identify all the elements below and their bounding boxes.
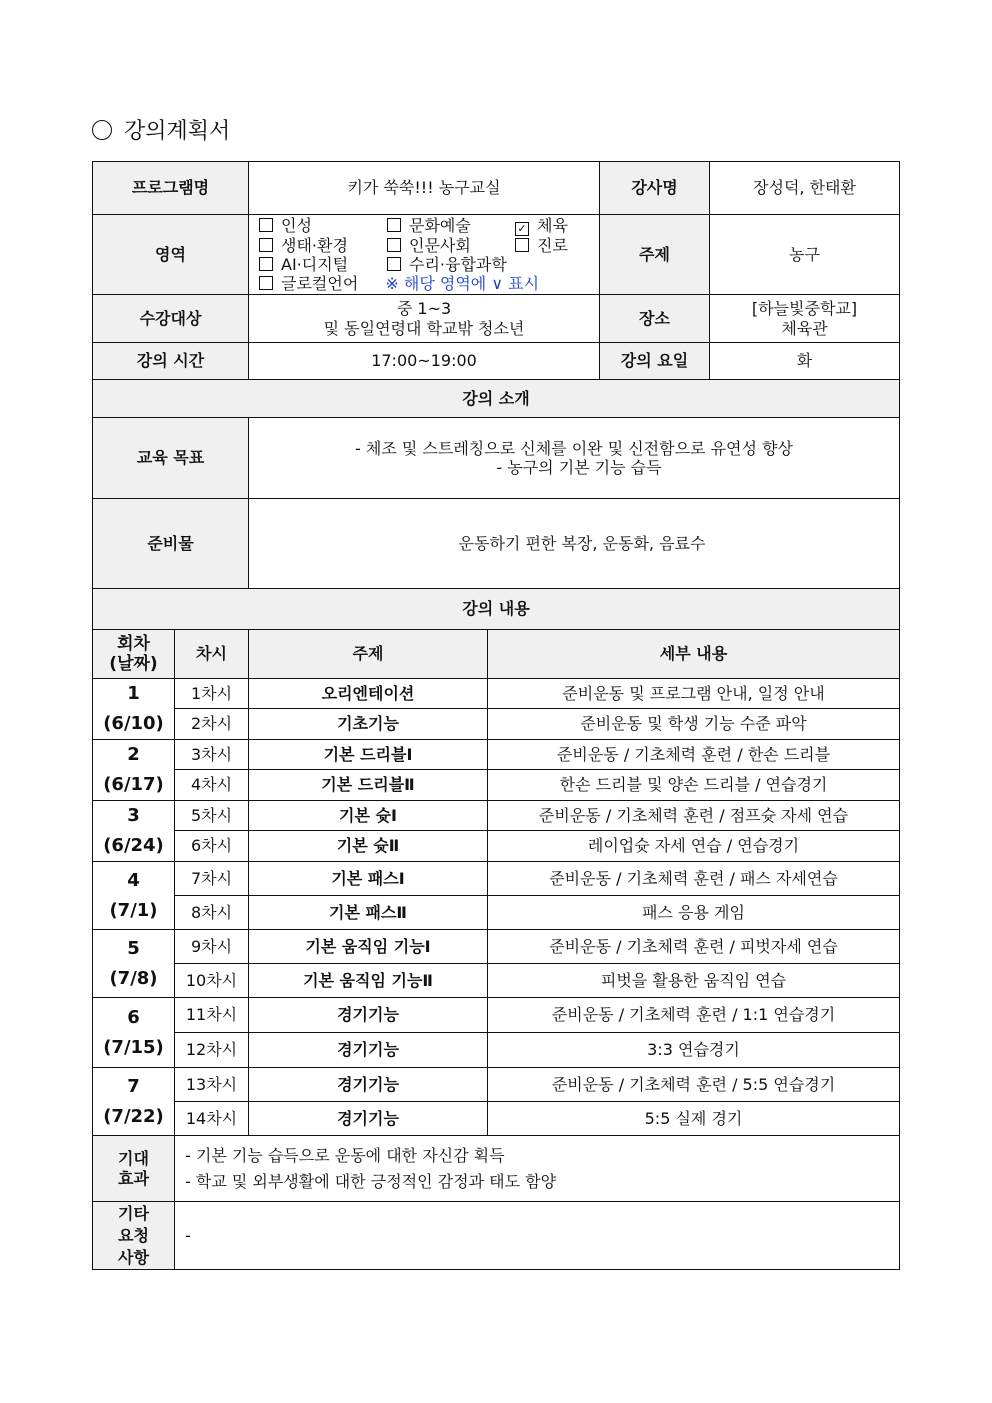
area-label: 인성 <box>281 216 312 235</box>
table-row <box>93 930 900 964</box>
session-number: 6 <box>127 1006 140 1028</box>
area-label: 수리·융합과학 <box>409 255 507 274</box>
session-number: 4 <box>127 869 140 891</box>
detail-cell: 준비운동 및 학생 기능 수준 파악 <box>488 709 900 740</box>
topic-cell: 기본 패스Ⅱ <box>249 896 488 930</box>
topic-cell: 기본 슛Ⅱ <box>249 831 488 862</box>
checkbox-icon[interactable] <box>515 238 529 252</box>
area-option <box>387 255 515 274</box>
label-request: 기타 요청 사항 <box>93 1202 175 1270</box>
area-option <box>515 216 625 236</box>
area-option <box>259 216 387 236</box>
detail-cell: 3:3 연습경기 <box>488 1033 900 1068</box>
intro-section-header: 강의 소개 <box>93 380 900 418</box>
table-row <box>93 709 900 740</box>
sessions-body <box>93 679 900 1136</box>
period-cell: 14차시 <box>175 1102 249 1136</box>
label-goal: 교육 목표 <box>93 418 249 499</box>
area-label: 체육 <box>537 216 568 235</box>
detail-cell: 준비운동 / 기초체력 훈련 / 점프슛 자세 연습 <box>488 801 900 831</box>
detail-cell: 준비운동 / 기초체력 훈련 / 1:1 연습경기 <box>488 998 900 1033</box>
topic-cell: 기본 움직임 기능Ⅰ <box>249 930 488 964</box>
topic-cell: 기본 드리블Ⅰ <box>249 740 488 770</box>
area-label: 인문사회 <box>409 236 471 255</box>
detail-cell: 준비운동 및 프로그램 안내, 일정 안내 <box>488 679 900 709</box>
area-label: 생태·환경 <box>281 236 348 255</box>
checkbox-icon[interactable] <box>259 218 273 232</box>
period-cell: 8차시 <box>175 896 249 930</box>
topic-cell: 기본 드리블Ⅱ <box>249 770 488 801</box>
checkbox-icon[interactable] <box>387 257 401 271</box>
col-header-session: 회차 (날짜) <box>93 630 175 679</box>
col-header-detail: 세부 내용 <box>488 630 900 679</box>
session-number: 7 <box>127 1075 140 1097</box>
detail-cell: 준비운동 / 기초체력 훈련 / 피벗자세 연습 <box>488 930 900 964</box>
area-label: 문화예술 <box>409 216 471 235</box>
lecture-plan-table <box>92 161 900 1270</box>
effects-cell <box>175 1136 900 1202</box>
session-number-cell <box>93 801 175 862</box>
area-option <box>259 255 387 274</box>
session-number-cell <box>93 679 175 740</box>
session-date: (7/1) <box>109 899 158 921</box>
instructor-names: 장성덕, 한태환 <box>710 162 900 215</box>
topic-cell: 기본 슛Ⅰ <box>249 801 488 831</box>
topic-cell: 경기기능 <box>249 1102 488 1136</box>
topic-cell: 기본 움직임 기능Ⅱ <box>249 964 488 998</box>
topic-cell: 경기기능 <box>249 1033 488 1068</box>
topic-cell: 기본 패스Ⅰ <box>249 862 488 896</box>
session-number-cell <box>93 740 175 801</box>
detail-cell: 준비운동 / 기초체력 훈련 / 패스 자세연습 <box>488 862 900 896</box>
materials-value: 운동하기 편한 복장, 운동화, 음료수 <box>249 499 900 589</box>
session-date: (7/22) <box>103 1105 164 1127</box>
period-cell: 2차시 <box>175 709 249 740</box>
place-line-2: 체육관 <box>781 318 828 338</box>
topic-cell: 경기기능 <box>249 998 488 1033</box>
table-row <box>93 740 900 770</box>
target-cell <box>249 295 600 343</box>
detail-cell: 준비운동 / 기초체력 훈련 / 한손 드리블 <box>488 740 900 770</box>
topic-cell: 오리엔테이션 <box>249 679 488 709</box>
label-time: 강의 시간 <box>93 343 249 380</box>
checkbox-icon[interactable] <box>259 257 273 271</box>
area-option <box>515 236 625 255</box>
period-cell: 11차시 <box>175 998 249 1033</box>
detail-cell: 피벗을 활용한 움직임 연습 <box>488 964 900 998</box>
table-row <box>93 964 900 998</box>
goal-item: - 농구의 기본 기능 습득 <box>496 458 662 477</box>
period-cell: 13차시 <box>175 1068 249 1102</box>
effect-item: - 기본 기능 습득으로 운동에 대한 자신감 획득 <box>185 1145 505 1165</box>
period-cell: 1차시 <box>175 679 249 709</box>
detail-cell: 한손 드리블 및 양손 드리블 / 연습경기 <box>488 770 900 801</box>
area-checkbox-grid <box>253 216 595 274</box>
session-number: 5 <box>127 937 140 959</box>
session-date: (6/17) <box>103 774 164 795</box>
label-area: 영역 <box>93 215 249 295</box>
subject-value: 농구 <box>710 215 900 295</box>
session-number: 2 <box>127 744 140 765</box>
period-cell: 5차시 <box>175 801 249 831</box>
period-cell: 4차시 <box>175 770 249 801</box>
col-header-period: 차시 <box>175 630 249 679</box>
checkbox-icon[interactable] <box>259 276 273 290</box>
area-last-row <box>253 274 595 293</box>
detail-cell: 준비운동 / 기초체력 훈련 / 5:5 연습경기 <box>488 1068 900 1102</box>
area-label-glocal: 글로컬언어 <box>281 274 359 293</box>
session-date: (7/15) <box>103 1036 164 1058</box>
checkbox-icon[interactable] <box>387 238 401 252</box>
table-row <box>93 801 900 831</box>
label-day: 강의 요일 <box>600 343 710 380</box>
area-label: AI·디지털 <box>281 255 349 274</box>
session-number: 3 <box>127 805 140 826</box>
session-date: (7/8) <box>109 967 158 989</box>
period-cell: 10차시 <box>175 964 249 998</box>
label-materials: 준비물 <box>93 499 249 589</box>
period-cell: 3차시 <box>175 740 249 770</box>
label-program-name: 프로그램명 <box>93 162 249 215</box>
session-date: (6/10) <box>103 713 164 734</box>
circle-bullet-icon <box>92 120 112 140</box>
detail-cell: 패스 응용 게임 <box>488 896 900 930</box>
col-header-topic: 주제 <box>249 630 488 679</box>
label-subject: 주제 <box>600 215 710 295</box>
request-value: - <box>175 1202 900 1270</box>
place-line-1: [하늘빛중학교] <box>751 299 858 319</box>
period-cell: 6차시 <box>175 831 249 862</box>
area-note: ※ 해당 영역에 ∨ 표시 <box>385 274 540 293</box>
session-number-cell <box>93 998 175 1068</box>
session-number-cell <box>93 1068 175 1136</box>
table-row <box>93 770 900 801</box>
topic-cell: 기초기능 <box>249 709 488 740</box>
goal-cell <box>249 418 900 499</box>
area-label: 진로 <box>537 236 568 255</box>
table-row <box>93 1102 900 1136</box>
area-cell <box>249 215 600 295</box>
target-line-2: 및 동일연령대 학교밖 청소년 <box>323 318 525 338</box>
label-instructor: 강사명 <box>600 162 710 215</box>
session-date: (6/24) <box>103 835 164 856</box>
label-place: 장소 <box>600 295 710 343</box>
table-row <box>93 862 900 896</box>
goal-item: - 체조 및 스트레칭으로 신체를 이완 및 신전함으로 유연성 향상 <box>355 438 793 458</box>
label-effect: 기대 효과 <box>93 1136 175 1202</box>
session-number-cell <box>93 862 175 930</box>
topic-cell: 경기기능 <box>249 1068 488 1102</box>
table-row <box>93 896 900 930</box>
content-section-header: 강의 내용 <box>93 589 900 630</box>
detail-cell: 5:5 실제 경기 <box>488 1102 900 1136</box>
period-cell: 9차시 <box>175 930 249 964</box>
program-name: 키가 쑥쑥!!! 농구교실 <box>249 162 600 215</box>
session-number-cell <box>93 930 175 998</box>
period-cell: 7차시 <box>175 862 249 896</box>
checked-checkbox-icon[interactable]: ✓ <box>515 222 529 236</box>
effect-item: - 학교 및 외부생활에 대한 긍정적인 감정과 태도 함양 <box>185 1171 557 1191</box>
day-value: 화 <box>710 343 900 380</box>
time-value: 17:00~19:00 <box>249 343 600 380</box>
checkbox-icon[interactable] <box>387 218 401 232</box>
table-row <box>93 998 900 1033</box>
table-row <box>93 1068 900 1102</box>
period-cell: 12차시 <box>175 1033 249 1068</box>
session-number: 1 <box>127 683 140 704</box>
table-row <box>93 679 900 709</box>
place-cell <box>710 295 900 343</box>
table-row <box>93 1033 900 1068</box>
area-option <box>387 236 515 255</box>
area-option <box>387 216 515 236</box>
document-heading <box>92 114 230 145</box>
detail-cell: 레이업슛 자세 연습 / 연습경기 <box>488 831 900 862</box>
label-target: 수강대상 <box>93 295 249 343</box>
checkbox-icon[interactable] <box>259 238 273 252</box>
table-row <box>93 831 900 862</box>
heading-text: 강의계획서 <box>124 119 231 144</box>
target-line-1: 중 1~3 <box>396 299 452 319</box>
area-option <box>259 236 387 255</box>
